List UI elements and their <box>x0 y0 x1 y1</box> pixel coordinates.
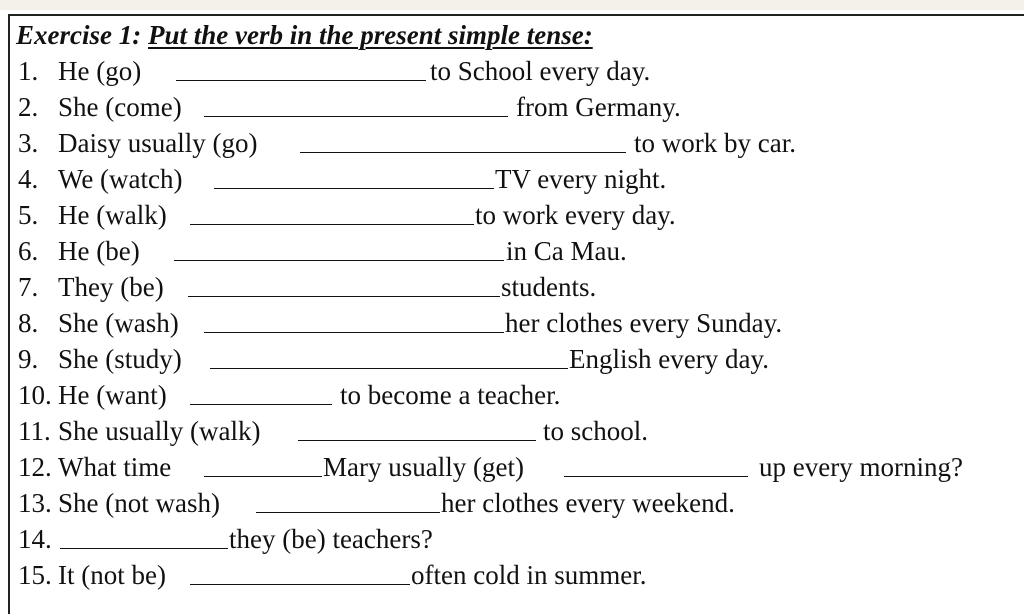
item-number: 6. <box>18 236 39 266</box>
answer-blank[interactable] <box>176 53 426 81</box>
answer-blank[interactable] <box>204 89 508 117</box>
exercise-title <box>16 18 593 52</box>
item-prompt: Daisy usually (go) <box>58 128 258 158</box>
item-number: 4. <box>18 164 39 194</box>
item-continuation: to become a teacher. <box>340 380 561 410</box>
item-number: 9. <box>18 344 39 374</box>
item-number: 13. <box>18 488 52 518</box>
item-continuation: to school. <box>543 416 648 446</box>
answer-blank[interactable] <box>174 233 504 261</box>
item-middle-prompt: Mary usually (get) <box>323 452 524 482</box>
answer-blank-second[interactable] <box>564 449 748 477</box>
item-continuation: to work by car. <box>634 128 796 158</box>
item-prompt: They (be) <box>58 272 164 302</box>
item-prompt: He (be) <box>58 236 140 266</box>
item-number: 3. <box>18 128 39 158</box>
item-continuation: up every morning? <box>759 452 963 482</box>
item-number: 2. <box>18 92 39 122</box>
item-number: 14. <box>18 524 52 554</box>
answer-blank[interactable] <box>188 269 500 297</box>
item-continuation: students. <box>501 272 597 302</box>
answer-blank[interactable] <box>190 557 410 585</box>
item-continuation: her clothes every weekend. <box>441 488 735 518</box>
item-number: 1. <box>18 56 39 86</box>
page-top-band <box>0 0 1024 10</box>
item-continuation: English every day. <box>569 344 769 374</box>
item-prompt: What time <box>58 452 172 482</box>
answer-blank[interactable] <box>300 125 626 153</box>
item-prompt: She (come) <box>58 92 182 122</box>
item-continuation: her clothes every Sunday. <box>505 308 783 338</box>
answer-blank[interactable] <box>190 377 332 405</box>
item-continuation: from Germany. <box>516 92 681 122</box>
answer-blank[interactable] <box>256 485 440 513</box>
item-number: 12. <box>18 452 52 482</box>
exercise-title-instruction: Put the verb in the present simple tense: <box>147 20 593 50</box>
item-continuation: to School every day. <box>430 56 651 86</box>
exercise-title-prefix: Exercise 1: <box>16 20 148 50</box>
item-prompt: She usually (walk) <box>58 416 261 446</box>
answer-blank[interactable] <box>298 413 536 441</box>
item-number: 5. <box>18 200 39 230</box>
item-continuation: often cold in summer. <box>411 560 647 590</box>
item-prompt: He (want) <box>58 380 167 410</box>
item-number: 8. <box>18 308 39 338</box>
answer-blank[interactable] <box>210 341 568 369</box>
item-number: 15. <box>18 560 52 590</box>
answer-blank[interactable] <box>190 197 474 225</box>
item-prompt: He (go) <box>58 56 142 86</box>
item-prompt: He (walk) <box>58 200 167 230</box>
item-number: 10. <box>18 380 52 410</box>
item-prompt: She (wash) <box>58 308 179 338</box>
answer-blank[interactable] <box>214 161 494 189</box>
item-prompt: She (study) <box>58 344 182 374</box>
item-number: 11. <box>18 416 51 446</box>
item-continuation: TV every night. <box>495 164 667 194</box>
item-continuation: in Ca Mau. <box>506 236 627 266</box>
answer-blank[interactable] <box>204 305 504 333</box>
answer-blank[interactable] <box>60 521 228 549</box>
item-number: 7. <box>18 272 39 302</box>
item-continuation: to work every day. <box>475 200 676 230</box>
item-prompt: It (not be) <box>58 560 166 590</box>
item-prompt: We (watch) <box>58 164 183 194</box>
item-continuation: they (be) teachers? <box>229 524 433 554</box>
answer-blank-first[interactable] <box>204 449 322 477</box>
item-prompt: She (not wash) <box>58 488 220 518</box>
